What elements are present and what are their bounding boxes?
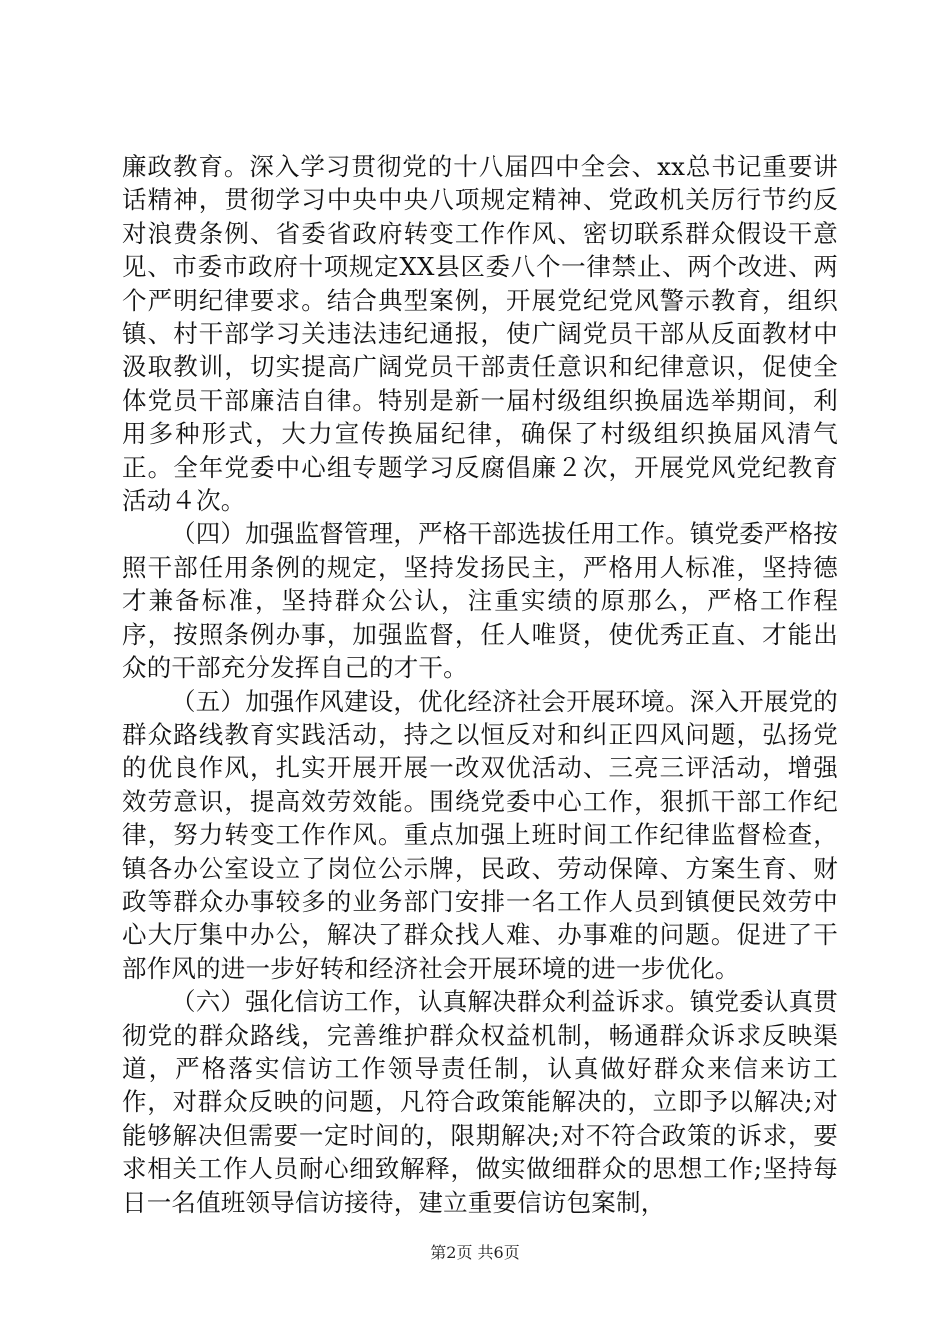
paragraph-1: 廉政教育。深入学习贯彻党的十八届四中全会、xx总书记重要讲话精神，贯彻学习中央中央八项规定精神、党政机关厉行节约反对浪费条例、省委省政府转变工作作风、密切联系群众假设干意见、市委市政府十项规定XX县区委八个一律禁止、两个改进、两个严明纪律要求。结合典型案例，开展党纪党风警示教育，组织镇、村干部学习关违法违纪通报，使广阔党员干部从反面教材中汲取教训，切实提高广阔党员干部责任意识和纪律意识，促使全体党员干部廉洁自律。特别是新一届村级组织换届选举期间，利用多种形式，大力宣传换届纪律，确保了村级组织换届风清气正。全年党委中心组专题学习反腐倡廉２次，开展党风党纪教育活动４次。 (122, 152, 838, 516)
document-body (122, 150, 838, 1219)
paragraph-2: （四）加强监督管理，严格干部选拔任用工作。镇党委严格按照干部任用条例的规定，坚持发扬民主，严格用人标准，坚持德才兼备标准，坚持群众公认，注重实绩的原那么，严格工作程序，按照条例办事，加强监督，任人唯贤，使优秀正直、才能出众的干部充分发挥自己的才干。 (122, 519, 838, 683)
page-footer: 第2页 共6页 (430, 1243, 520, 1262)
paragraph-3: （五）加强作风建设，优化经济社会开展环境。深入开展党的群众路线教育实践活动，持之以恒反对和纠正四风问题，弘扬党的优良作风，扎实开展开展一改双优活动、三亮三评活动，增强效劳意识，提高效劳效能。围绕党委中心工作，狠抓干部工作纪律，努力转变工作作风。重点加强上班时间工作纪律监督检查，镇各办公室设立了岗位公示牌，民政、劳动保障、方案生育、财政等群众办事较多的业务部门安排一名工作人员到镇便民效劳中心大厅集中办公，解决了群众找人难、办事难的问题。促进了干部作风的进一步好转和经济社会开展环境的进一步优化。 (122, 686, 838, 983)
paragraph-4: （六）强化信访工作，认真解决群众利益诉求。镇党委认真贯彻党的群众路线，完善维护群众权益机制，畅通群众诉求反映渠道，严格落实信访工作领导责任制，认真做好群众来信来访工作，对群众反映的问题，凡符合政策能解决的，立即予以解决;对能够解决但需要一定时间的，限期解决;对不符合政策的诉求，要求相关工作人员耐心细致解释，做实做细群众的思想工作;坚持每日一名值班领导信访接待，建立重要信访包案制， (122, 987, 838, 1217)
